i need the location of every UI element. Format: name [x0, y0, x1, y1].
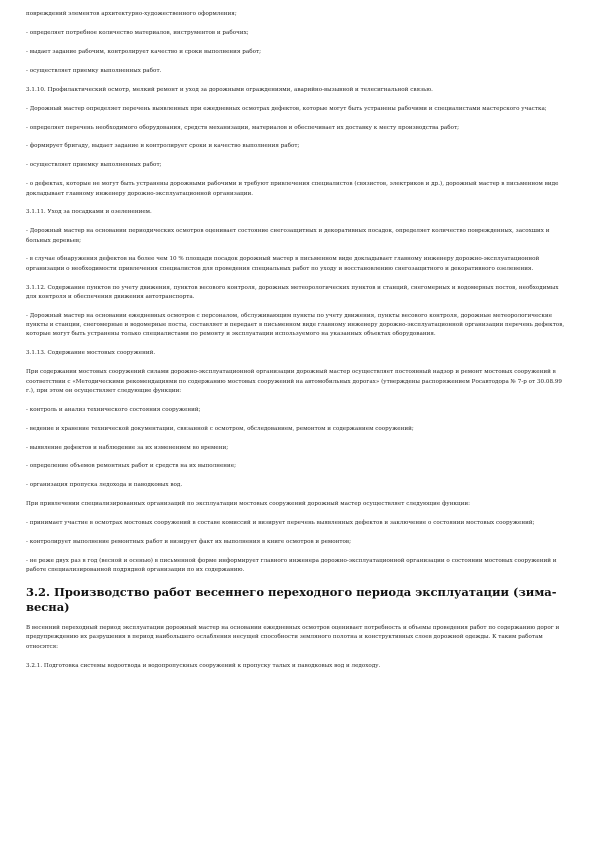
subsection-title: 3.1.12. Содержание пунктов по учету движения, пунктов весового контроля, дорожных метеорологических пунктов и станций, снегомерных и водомерных постов, необходимых для контроля и обеспечения движения автотранспорта. — [26, 284, 559, 300]
list-item: - организация пропуска ледохода и паводковых вод. — [26, 482, 183, 489]
list-item: - о дефектах, которые не могут быть устранены дорожными рабочими и требуют привлечения специалистов (связистов, электриков и др.), дорожный мастер в письменном виде докладывает главному инженеру дорожно-эксплуатационной организации. — [26, 181, 559, 197]
subsection-title: 3.2.1. Подготовка системы водоотвода и водопропускных сооружений к пропуску талых и паводковых вод и ледоходу. — [26, 662, 381, 669]
list-item: - принимает участие в осмотрах мостовых сооружений в составе комиссий и визирует перечень выявленных дефектов и заключение о состоянии мостовых сооружений; — [26, 520, 535, 527]
document-page — [26, 10, 569, 680]
list-item: - определяет перечень необходимого оборудования, средств механизации, материалов и обеспечивает их доставку к месту производства работ; — [26, 124, 460, 131]
section-heading: 3.2. Производство работ весеннего переходного периода эксплуатации (зима-весна) — [26, 585, 557, 614]
list-item: - контролирует выполнение ремонтных работ и визирует факт их выполнения в книге осмотров и ремонтов; — [26, 538, 351, 545]
list-item: - Дорожный мастер на основании периодических осмотров оценивает состояние снегозащитных и декоративных посадок, определяет количество поврежденных, засохших и больных деревьев; — [26, 228, 550, 244]
list-item: - контроль и анализ технического состояния сооружений; — [26, 406, 201, 413]
list-item: - формирует бригаду, выдает задание и контролирует сроки и качество выполнения работ; — [26, 143, 300, 150]
subsection-title: 3.1.10. Профилактический осмотр, мелкий ремонт и уход за дорожными ограждениями, аварийно-вызывной и телесигнальной связью. — [26, 86, 433, 93]
subsection-title: 3.1.13. Содержание мостовых сооружений. — [26, 350, 156, 357]
list-item: - осуществляет приемку выполненных работ; — [26, 162, 162, 169]
list-item: - выявление дефектов и наблюдение за их изменением во времени; — [26, 444, 229, 451]
list-item: - в случае обнаружения дефектов на более чем 10 % площади посадок дорожный мастер в письменном виде докладывает главному инженеру дорожно-эксплуатационной организации о необходимости привлечения специалистов для проведения специальных работ по уходу и восстановлению снегозащитного и декоративного озеленения. — [26, 256, 540, 272]
body-paragraph: При содержании мостовых сооружений силами дорожно-эксплуатационной организации дорожный мастер осуществляет постоянный надзор и ремонт мостовых сооружений в соответствии с «Методическими рекомендациями по содержанию мостовых сооружений на автомобильных дорогах» (утверждены распоряжением Росавтодора № 7-р от 30.08.99 г.), при этом он осуществляет следующие функции: — [26, 369, 563, 394]
subsection-title: 3.1.11. Уход за посадками и озеленением. — [26, 209, 152, 216]
list-item: - определяет потребное количество материалов, инструментов и рабочих; — [26, 30, 249, 37]
list-item: - не реже двух раз в год (весной и осенью) в письменной форме информирует главного инженера дорожно-эксплуатационной организации о состоянии мостовых сооружений и работе специализированной подрядной организации по их содержанию. — [26, 557, 557, 574]
list-item: - определение объемов ремонтных работ и средств на их выполнение; — [26, 463, 237, 470]
list-item: - выдает задание рабочим, контролирует качество и сроки выполнения работ; — [26, 48, 261, 55]
list-item: - Дорожный мастер определяет перечень выявленных при ежедневных осмотрах дефектов, которые могут быть устранены рабочими и специалистами мастерского участка; — [26, 105, 547, 112]
body-paragraph: При привлечении специализированных организаций по эксплуатации мостовых сооружений дорожный мастер осуществляет следующие функции: — [26, 501, 471, 508]
paragraph-fragment: повреждений элементов архитектурно-художественного оформления; — [26, 11, 237, 17]
list-item: - осуществляет приемку выполненных работ. — [26, 67, 162, 74]
list-item: - Дорожный мастер на основании ежедневных осмотров с персоналом, обслуживающим пункты по учету движения, пункты весового контроля, дорожные метеорологические пункты и станции, снегомерные и водомерные посты, составляет и передает в письменном виде главному инженеру дорожно-эксплуатационной организации перечень дефектов, которые могут быть устранены только специалистами по ремонту и эксплуатации используемого на указанных объектах оборудования. — [26, 312, 565, 338]
list-item: - ведение и хранение технической документации, связанной с осмотром, обследованием, ремонтом и содержанием сооружений; — [26, 425, 414, 432]
body-paragraph: В весенний переходный период эксплуатации дорожный мастер на основании ежедневных осмотров оценивает потребность и объемы проведения работ по содержанию дорог и предупреждению их разрушения в период наибольшего ослабления несущей способности земляного полотна и конструктивных слоев дорожной одежды. К таким работам относятся: — [26, 625, 560, 650]
